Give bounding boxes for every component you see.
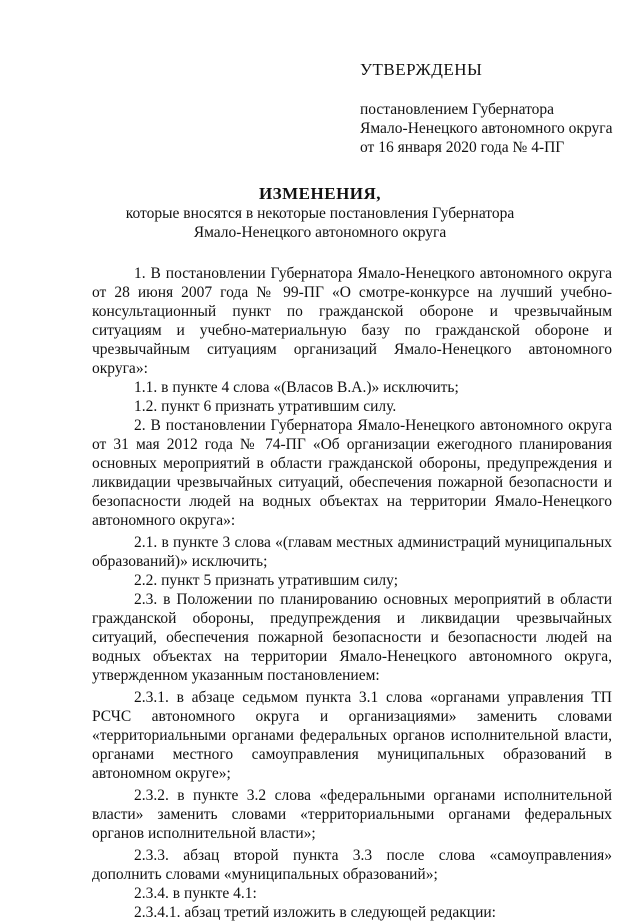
paragraph-2-3: 2.3. в Положении по планированию основных мероприятий в области гражданской обороны, предупреждения и ликвидации чрезвычайных ситуаций, обеспечения пожарной безопасности и безопасности людей на водных объектах на территории Ямало-Ненецкого автономного округа, утвержденном указанным постановлением: [92, 591, 612, 684]
paragraph-2-3-3: 2.3.3. абзац второй пункта 3.3 после слова «самоуправления» дополнить словами «муниципальных образований»; [92, 847, 612, 883]
paragraph-2-3-1: 2.3.1. в абзаце седьмом пункта 3.1 слова «органами управления ТП РСЧС автономного округа и организациями» заменить словами «территориальными органами федеральных органов исполнительной власти, органами местного самоуправления муниципальных образований в автономном округе»; [92, 689, 612, 782]
approval-line: постановлением Губернатора [360, 101, 555, 118]
subtitle-line: которые вносятся в некоторые постановления Губернатора [125, 205, 515, 222]
paragraph-2: 2. В постановлении Губернатора Ямало-Ненецкого автономного округа от 31 мая 2012 года № 74-ПГ «Об организации ежегодного планирования основных мероприятий в области гражданской обороны, предупреждения и ликвидации чрезвычайных ситуаций, обеспечения пожарной безопасности и безопасности людей на водных объектах на территории Ямало-Ненецкого автономного округа»: [92, 417, 612, 529]
document-body [92, 264, 612, 922]
paragraph-2-3-4-1: 2.3.4.1. абзац третий изложить в следующей редакции: [134, 904, 496, 921]
paragraph-1: 1. В постановлении Губернатора Ямало-Ненецкого автономного округа от 28 июня 2007 года № 99-ПГ «О смотре-конкурсе на лучший учебно-консультационный пункт по гражданской обороне и чрезвычайным ситуациям и учебно-материальную базу по гражданской обороне и чрезвычайным ситуациям организаций Ямало-Ненецкого автономного округа»: [92, 265, 612, 377]
subtitle-line: Ямало-Ненецкого автономного округа [193, 224, 447, 241]
paragraph-2-2: 2.2. пункт 5 признать утратившим силу; [134, 572, 399, 589]
document-title: ИЗМЕНЕНИЯ, [258, 184, 382, 203]
approval-line: от 16 января 2020 года № 4-ПГ [360, 139, 565, 156]
approval-block [360, 100, 612, 157]
paragraph-2-1: 2.1. в пункте 3 слова «(главам местных администраций муниципальных образований)» исключить; [92, 534, 612, 570]
paragraph-1-1: 1.1. в пункте 4 слова «(Власов В.А.)» исключить; [134, 379, 459, 396]
document-subtitle [0, 204, 640, 242]
paragraph-1-2: 1.2. пункт 6 признать утратившим силу. [134, 398, 397, 415]
approval-line: Ямало-Ненецкого автономного округа [360, 120, 613, 137]
paragraph-2-3-2: 2.3.2. в пункте 3.2 слова «федеральными органами исполнительной власти» заменить словами «территориальными органами федеральных органов исполнительной власти»; [92, 787, 612, 842]
paragraph-2-3-4: 2.3.4. в пункте 4.1: [134, 885, 257, 902]
approval-heading: УТВЕРЖДЕНЫ [360, 60, 483, 79]
